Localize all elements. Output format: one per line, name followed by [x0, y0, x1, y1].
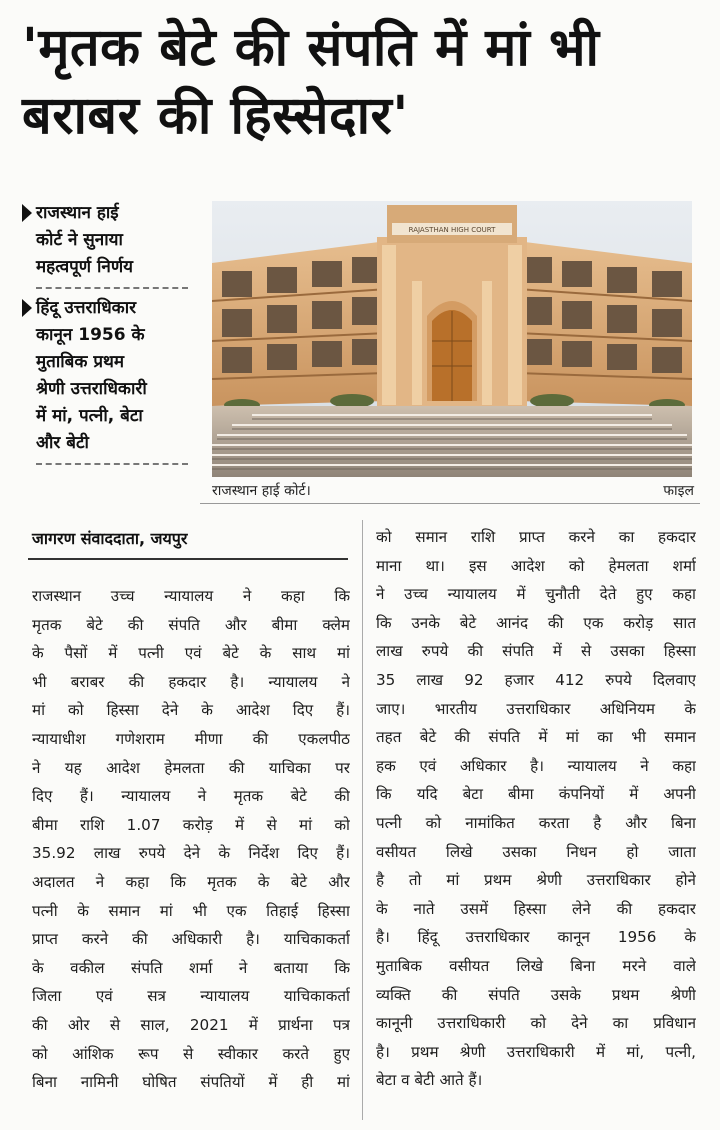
headline-line-2: बराबर की हिस्सेदार' — [22, 85, 409, 146]
article-line: न्यायाधीश गणेशराम मीणा की एकलपीठ — [32, 729, 350, 748]
article-line: दिए हैं। न्यायालय ने मृतक बेटे की — [32, 787, 350, 806]
article-line: बिना नामिनी घोषित संपतियों में ही मां — [32, 1073, 350, 1092]
highlight-2-line: मुताबिक प्रथम — [36, 352, 125, 372]
article-line: लाख रुपये की संपति में से उसका हिस्सा — [376, 642, 696, 661]
column-divider — [362, 520, 363, 1120]
article-line: पत्नी के समान मां भी एक तिहाई हिस्सा — [32, 901, 350, 920]
building-sign-text: RAJASTHAN HIGH COURT — [408, 226, 496, 234]
article-line: है तो मां प्रथम श्रेणी उत्तराधिकार होने — [376, 871, 696, 890]
article-line: के नाते उसमें हिस्सा लेने की हकदार — [376, 899, 696, 918]
article-line: 35 लाख 92 हजार 412 रुपये दिलवाए — [376, 670, 696, 689]
article-line: जाए। भारतीय उत्तराधिकार अधिनियम के — [376, 699, 696, 718]
article-line: की ओर से साल, 2021 में प्रार्थना पत्र — [32, 1015, 350, 1034]
article-line: बीमा राशि 1.07 करोड़ में से मां को — [32, 815, 350, 834]
article-line: कानूनी उत्तराधिकारी को देने का प्रविधान — [376, 1014, 696, 1033]
highlight-1-line: कोर्ट ने सुनाया — [36, 230, 123, 250]
triangle-bullet-icon — [22, 204, 32, 222]
highlight-1 — [22, 200, 202, 281]
photo-credit: फाइल — [663, 483, 694, 499]
article-line: है। प्रथम श्रेणी उत्तराधिकारी में मां, पत्नी, — [376, 1042, 696, 1061]
article-line: ने यह आदेश हेमलता की याचिका पर — [32, 758, 350, 777]
highlight-2-line: हिंदू उत्तराधिकार — [36, 298, 137, 318]
triangle-bullet-icon — [22, 299, 32, 317]
highlights-sidebar — [22, 200, 202, 471]
article-line: बेटा व बेटी आते हैं। — [376, 1071, 483, 1090]
highlight-1-line: महत्वपूर्ण निर्णय — [36, 257, 134, 277]
article-column-2 — [376, 523, 696, 1095]
article-line: अदालत ने कहा कि मृतक के बेटे और — [32, 872, 350, 891]
article-line: कि यदि बेटा बीमा कंपनियों में अपनी — [376, 785, 696, 804]
article-line: के पैसों में पत्नी एवं बेटे के साथ मां — [32, 644, 350, 663]
article-column-1 — [32, 582, 350, 1097]
article-line: मुताबिक वसीयत लिखे बिना मरने वाले — [376, 956, 696, 975]
article-line: 35.92 लाख रुपये देने के निर्देश दिए हैं। — [32, 844, 350, 863]
article-line: वसीयत लिखे उसका निधन हो जाता — [376, 842, 696, 861]
headline-line-1: 'मृतक बेटे की संपति में मां भी — [22, 17, 600, 78]
dashed-divider — [36, 287, 188, 289]
highlight-2-line: में मां, पत्नी, बेटा — [36, 406, 143, 426]
high-court-photo — [212, 201, 692, 477]
article-line: है। हिंदू उत्तराधिकार कानून 1956 के — [376, 928, 696, 947]
article-line: तहत बेटे की संपति में मां का भी समान — [376, 728, 696, 747]
high-court-building-image — [212, 201, 692, 477]
highlight-2 — [22, 295, 202, 457]
dashed-divider — [36, 463, 188, 465]
highlight-2-line: कानून 1956 के — [36, 325, 145, 345]
photo-caption: राजस्थान हाई कोर्ट। — [212, 483, 311, 499]
highlight-1-line: राजस्थान हाई — [36, 203, 119, 223]
byline: जागरण संवाददाता, जयपुर — [32, 529, 188, 548]
article-line: जिला एवं सत्र न्यायालय याचिकाकर्ता — [32, 987, 350, 1006]
headline — [22, 14, 702, 150]
article-line: प्राप्त करने की अधिकारी है। याचिकाकर्ता — [32, 930, 350, 949]
article-line: के वकील संपति शर्मा ने बताया कि — [32, 958, 350, 977]
article-line: मां को हिस्सा देने के आदेश दिए हैं। — [32, 701, 350, 720]
byline-divider — [28, 558, 348, 560]
highlight-2-line: श्रेणी उत्तराधिकारी — [36, 379, 147, 399]
article-line: कि उनके बेटे आनंद की एक करोड़ सात — [376, 613, 696, 632]
article-line: पत्नी को नामांकित करता है और बिना — [376, 813, 696, 832]
highlight-2-line: और बेटी — [36, 433, 89, 453]
article-line: को आंशिक रूप से स्वीकार करते हुए — [32, 1044, 350, 1063]
article-line: व्यक्ति की संपति उसके प्रथम श्रेणी — [376, 985, 696, 1004]
article-line: राजस्थान उच्च न्यायालय ने कहा कि — [32, 587, 350, 605]
article-line: माना था। इस आदेश को हेमलता शर्मा — [376, 556, 696, 575]
article-line: हक एवं अधिकार है। न्यायालय ने कहा — [376, 756, 696, 775]
article-line: मृतक बेटे की संपति और बीमा क्लेम — [32, 615, 350, 634]
article-line: ने उच्च न्यायालय में चुनौती देते हुए कहा — [376, 585, 696, 604]
article-line: को समान राशि प्राप्त करने का हकदार — [376, 528, 696, 546]
caption-divider — [200, 503, 700, 504]
article-line: भी बराबर की हकदार है। न्यायालय ने — [32, 672, 350, 691]
